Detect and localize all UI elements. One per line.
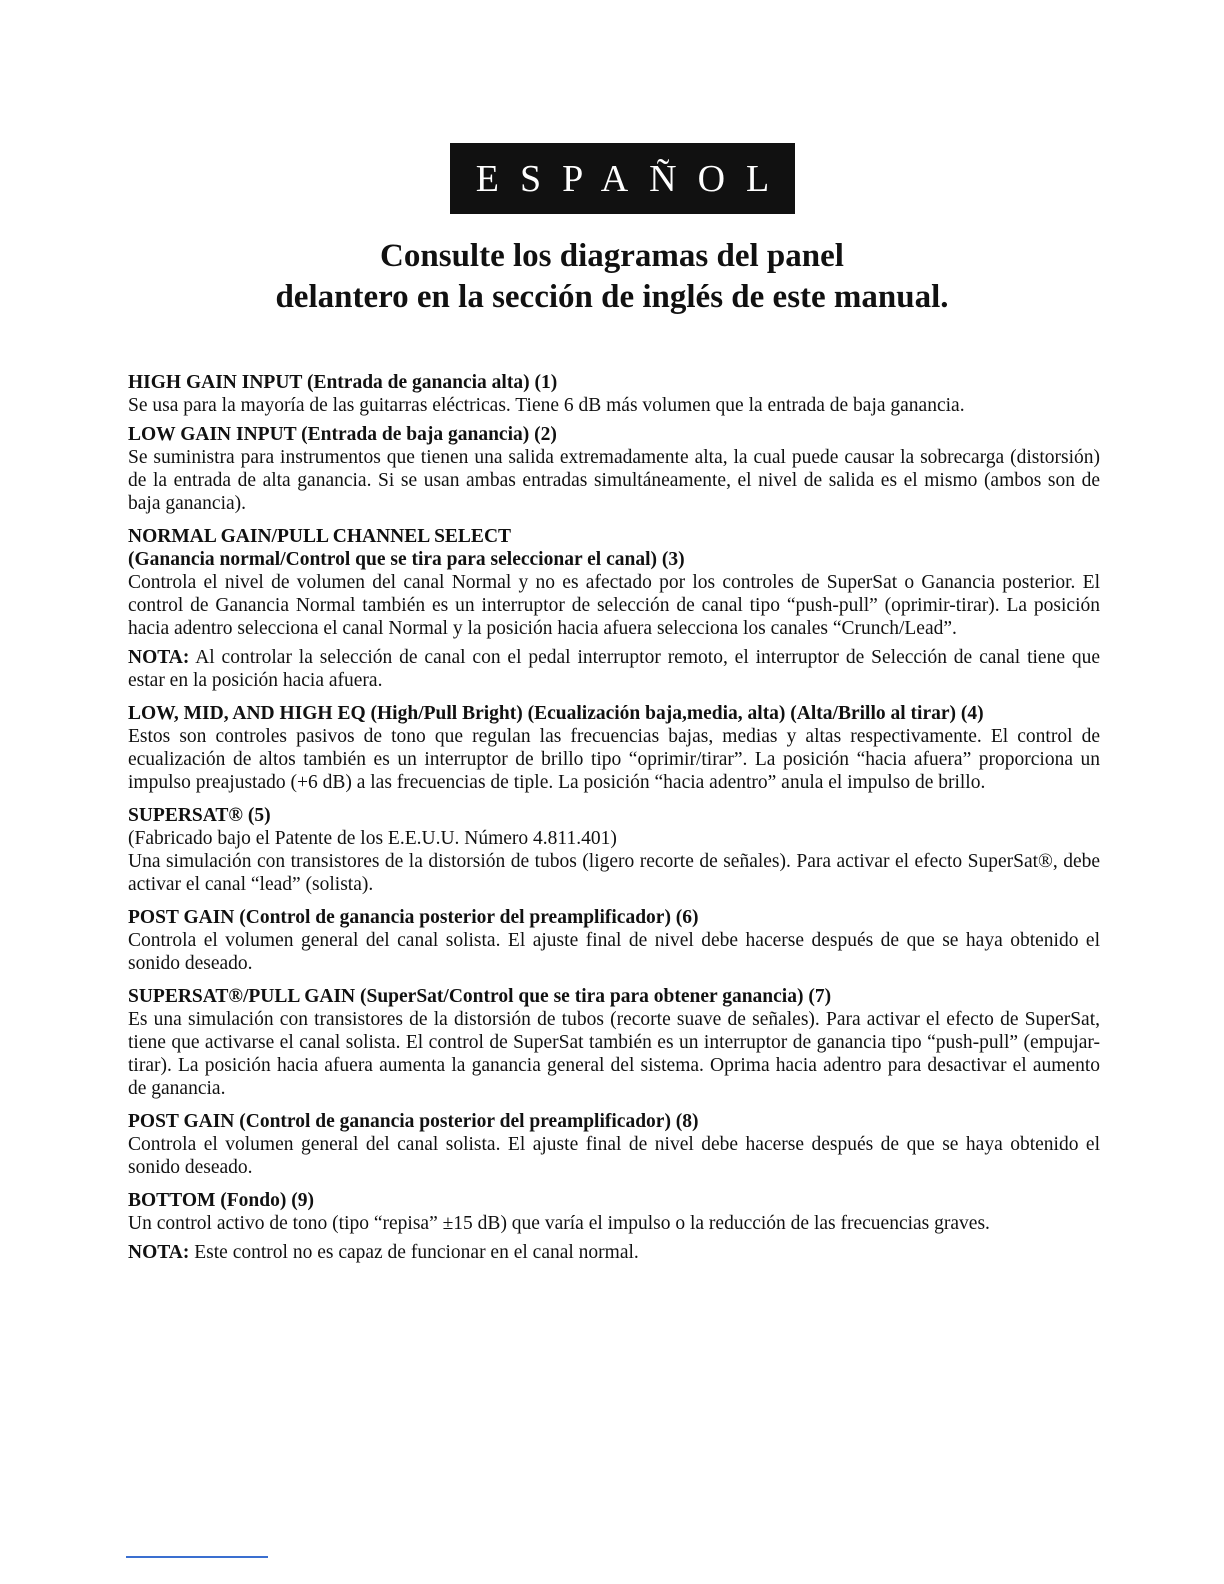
- note-channel-select: [128, 646, 1100, 692]
- section-text: Controla el volumen general del canal solista. El ajuste final de nivel debe hacerse después de que se haya obtenido el sonido deseado.: [128, 930, 1100, 974]
- section-title: SUPERSAT®/PULL GAIN (SuperSat/Control que se tira para obtener ganancia) (7): [128, 986, 832, 1007]
- section-text: Controla el nivel de volumen del canal Normal y no es afectado por los controles de SuperSat o Ganancia posterior. El control de Ganancia Normal también es un interruptor de selección de canal tipo “push-pull” (oprimir-tirar). La posición hacia adentro selecciona el canal Normal y la posición hacia afuera selecciona los canales “Crunch/Lead”.: [128, 572, 1100, 639]
- page-subtitle: [0, 236, 1224, 318]
- section-text: Una simulación con transistores de la distorsión de tubos (ligero recorte de señales). Para activar el efecto SuperSat®, debe activar el canal “lead” (solista).: [128, 851, 1100, 895]
- language-banner: ESPAÑOL: [450, 143, 795, 214]
- section-title: POST GAIN (Control de ganancia posterior del preamplificador) (8): [128, 1111, 699, 1132]
- section-text: Se usa para la mayoría de las guitarras eléctricas. Tiene 6 dB más volumen que la entrada de baja ganancia.: [128, 395, 965, 416]
- section-title: NORMAL GAIN/PULL CHANNEL SELECT: [128, 526, 512, 547]
- section-title: SUPERSAT® (5): [128, 805, 271, 826]
- document-body: [128, 371, 1100, 1274]
- section-eq: [128, 702, 1100, 794]
- section-high-gain-input: [128, 371, 1100, 417]
- section-text: Controla el volumen general del canal solista. El ajuste final de nivel debe hacerse después de que se haya obtenido el sonido deseado.: [128, 1134, 1100, 1178]
- subtitle-line-1: Consulte los diagramas del panel: [380, 238, 844, 274]
- subtitle-line-2: delantero en la sección de inglés de este manual.: [275, 279, 949, 315]
- section-supersat-pull-gain: [128, 985, 1100, 1100]
- section-text: Es una simulación con transistores de la distorsión de tubos (recorte suave de señales). Para activar el efecto de SuperSat, tiene que activarse el canal solista. El control de SuperSat también es un interruptor de ganancia tipo “push-pull” (empujar- tirar). La posición hacia afuera aumenta la ganancia general del sistema. Oprima hacia adentro para desactivar el aumento de ganancia.: [128, 1009, 1100, 1099]
- section-title: POST GAIN (Control de ganancia posterior del preamplificador) (6): [128, 907, 699, 928]
- note-label: NOTA:: [128, 647, 190, 668]
- section-post-gain-8: [128, 1110, 1100, 1179]
- note-text: Este control no es capaz de funcionar en el canal normal.: [194, 1242, 639, 1263]
- note-label: NOTA:: [128, 1242, 190, 1263]
- section-title: HIGH GAIN INPUT (Entrada de ganancia alta) (1): [128, 372, 558, 393]
- section-title: BOTTOM (Fondo) (9): [128, 1190, 314, 1211]
- section-supersat: [128, 804, 1100, 896]
- section-post-gain-6: [128, 906, 1100, 975]
- note-text: Al controlar la selección de canal con el pedal interruptor remoto, el interruptor de Selección de canal tiene que estar en la posición hacia afuera.: [128, 647, 1100, 691]
- section-subtitle: (Ganancia normal/Control que se tira para seleccionar el canal) (3): [128, 549, 685, 570]
- section-title: LOW GAIN INPUT (Entrada de baja ganancia) (2): [128, 424, 557, 445]
- section-bottom: [128, 1189, 1100, 1235]
- section-text: Se suministra para instrumentos que tienen una salida extremadamente alta, la cual puede causar la sobrecarga (distorsión) de la entrada de alta ganancia. Si se usan ambas entradas simultáneamente, el nivel de salida es el mismo (ambos son de baja ganancia).: [128, 447, 1100, 514]
- footer-rule: [126, 1556, 268, 1558]
- section-text: Un control activo de tono (tipo “repisa” ±15 dB) que varía el impulso o la reducción de las frecuencias graves.: [128, 1213, 990, 1234]
- section-normal-gain: [128, 525, 1100, 640]
- section-low-gain-input: [128, 423, 1100, 515]
- section-patent: (Fabricado bajo el Patente de los E.E.U.U. Número 4.811.401): [128, 828, 617, 849]
- section-text: Estos son controles pasivos de tono que regulan las frecuencias bajas, medias y altas respectivamente. El control de ecualización de altos también es un interruptor de brillo tipo “oprimir/tirar”. La posición “hacia afuera” proporciona un impulso preajustado (+6 dB) a las frecuencias de tiple. La posición “hacia adentro” anula el impulso de brillo.: [128, 726, 1100, 793]
- section-title: LOW, MID, AND HIGH EQ (High/Pull Bright) (Ecualización baja,media, alta) (Alta/Brillo al tirar) (4): [128, 703, 984, 724]
- note-bottom: [128, 1241, 1100, 1264]
